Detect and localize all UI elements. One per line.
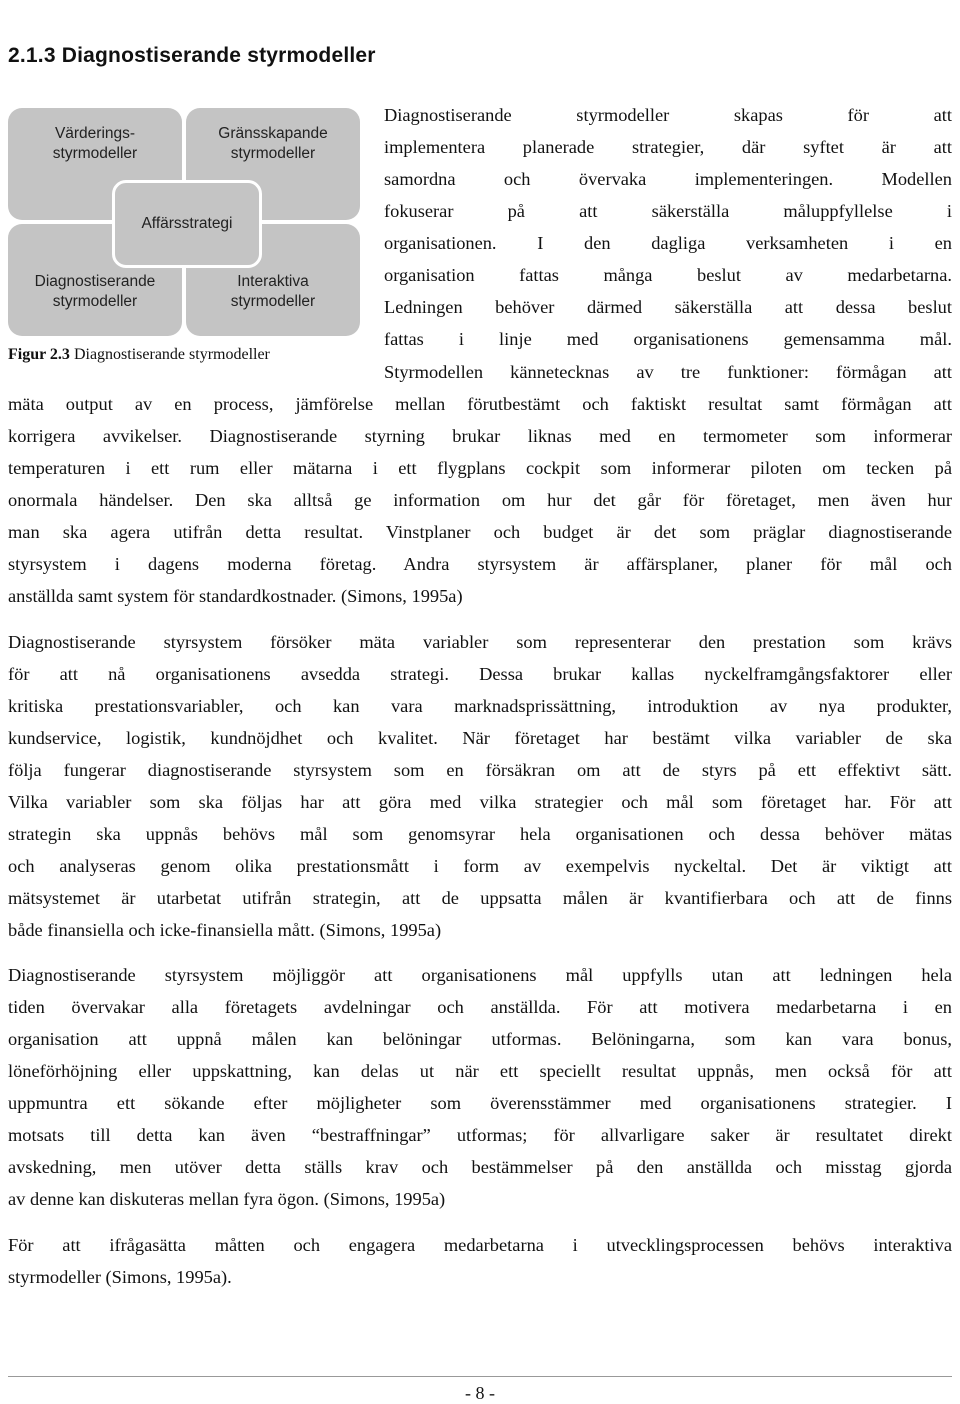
- text-line: Ledningen behöver därmed säkerställa att dessa beslut: [384, 297, 952, 317]
- quadrant-label: [186, 124, 360, 164]
- center-strategy-box: Affärsstrategi: [112, 180, 262, 268]
- text-line: Vilka variabler som ska följas har att göra med vilka strategier och mål som företaget har. För att: [8, 792, 952, 812]
- text-line: kundservice, logistik, kundnöjdhet och kvalitet. När företaget har bestämt vilka variabler de ska: [8, 728, 952, 748]
- page-number: - 8 -: [465, 1383, 495, 1403]
- quadrant-label: [8, 124, 182, 164]
- text-line: och analyseras genom olika prestationsmått i form av exempelvis nyckeltal. Det är viktigt att: [8, 856, 952, 876]
- text-line: mäta output av en process, jämförelse mellan förutbestämt och faktiskt resultat samt förmågan att: [8, 394, 952, 414]
- label-line: styrmodeller: [230, 145, 316, 162]
- footer-divider: [8, 1376, 952, 1377]
- text-line: löneförhöjning eller uppskattning, kan delas ut när ett speciellt resultat uppnås, men också för att: [8, 1061, 952, 1081]
- text-line: implementera planerade strategier, där syftet är att: [384, 137, 952, 157]
- quadrant-label: [186, 272, 360, 312]
- text-line: onormala händelser. Den ska alltså ge information om hur det går för företaget, men även hur: [8, 490, 952, 510]
- text-line: av denne kan diskuteras mellan fyra ögon. (Simons, 1995a): [8, 1189, 446, 1209]
- styrmodeller-diagram: [8, 108, 360, 336]
- text-line: organisation att uppnå målen kan belöningar utformas. Belöningarna, som kan vara bonus,: [8, 1029, 952, 1049]
- text-line: organisation fattas många beslut av medarbetarna.: [384, 265, 952, 285]
- label-line: styrmodeller: [52, 145, 138, 162]
- text-line: för att nå organisationens avsedda strategi. Dessa brukar kallas nyckelframgångsfaktorer eller: [8, 664, 952, 684]
- text-line: anställda samt system för standardkostnader. (Simons, 1995a): [8, 586, 463, 606]
- text-line: samordna och övervaka implementeringen. Modellen: [384, 169, 952, 189]
- text-line: fattas i linje med organisationens gemensamma mål.: [384, 329, 952, 349]
- text-line: avskedning, men utöver detta ställs krav och bestämmelser på den anställda och misstag gjorda: [8, 1157, 952, 1177]
- caption-label: Figur 2.3: [8, 346, 70, 363]
- text-line: kritiska prestationsvariabler, och kan vara marknadsprissättning, introduktion av nya produkter,: [8, 696, 952, 716]
- label-line: Gränsskapande: [218, 125, 328, 142]
- label-line: styrmodeller: [52, 293, 138, 310]
- text-line: uppmuntra ett sökande efter möjligheter som överensstämmer med organisationens strategier. I: [8, 1093, 952, 1113]
- text-line: tiden övervakar alla företagets avdelningar och anställda. För att motivera medarbetarna i en: [8, 997, 952, 1017]
- text-line: strategin ska uppnås behövs mål som genomsyrar hela organisationen och dessa behöver mätas: [8, 824, 952, 844]
- quadrant-label: [8, 272, 182, 312]
- label-line: Värderings-: [54, 125, 136, 142]
- text-line: Diagnostiserande styrmodeller skapas för att: [384, 105, 952, 125]
- text-line: man ska agera utifrån detta resultat. Vinstplaner och budget är det som präglar diagnostiserande: [8, 522, 952, 542]
- text-line: temperaturen i ett rum eller mätarna i ett flygplans cockpit som informerar piloten om tecken på: [8, 458, 952, 478]
- text-line: För att ifrågasätta måtten och engagera medarbetarna i utvecklingsprocessen behövs interaktiva: [8, 1235, 952, 1255]
- text-line: styrmodeller (Simons, 1995a).: [8, 1267, 232, 1287]
- text-line: mätsystemet är utarbetat utifrån strategin, att de uppsatta målen är kvantifierbara och att de finns: [8, 888, 952, 908]
- text-line: organisationen. I den dagliga verksamheten i en: [384, 233, 952, 253]
- section-heading: 2.1.3 Diagnostiserande styrmodeller: [8, 44, 376, 67]
- text-line: både finansiella och icke-finansiella mått. (Simons, 1995a): [8, 920, 442, 940]
- text-line: korrigera avvikelser. Diagnostiserande styrning brukar liknas med en termometer som informerar: [8, 426, 952, 446]
- caption-text: Diagnostiserande styrmodeller: [69, 346, 270, 363]
- text-line: Diagnostiserande styrsystem försöker mäta variabler som representerar den prestation som krävs: [8, 632, 952, 652]
- text-line: motsats till detta kan även “bestraffningar” utformas; för allvarligare saker är resultatet direkt: [8, 1125, 952, 1145]
- text-line: Diagnostiserande styrsystem möjliggör att organisationens mål uppfylls utan att ledningen hela: [8, 965, 952, 985]
- text-line: följa fungerar diagnostiserande styrsystem som en försäkran om att de styrs på ett effektivt sätt.: [8, 760, 952, 780]
- label-line: Diagnostiserande: [34, 273, 156, 290]
- text-line: Styrmodellen kännetecknas av tre funktioner: förmågan att: [384, 362, 952, 382]
- text-line: fokuserar på att säkerställa måluppfyllelse i: [384, 201, 952, 221]
- figure-caption: [8, 346, 270, 364]
- label-line: styrmodeller: [230, 293, 316, 310]
- label-line: Interaktiva: [237, 273, 309, 290]
- text-line: styrsystem i dagens moderna företag. Andra styrsystem är affärsplaner, planer för mål och: [8, 554, 952, 574]
